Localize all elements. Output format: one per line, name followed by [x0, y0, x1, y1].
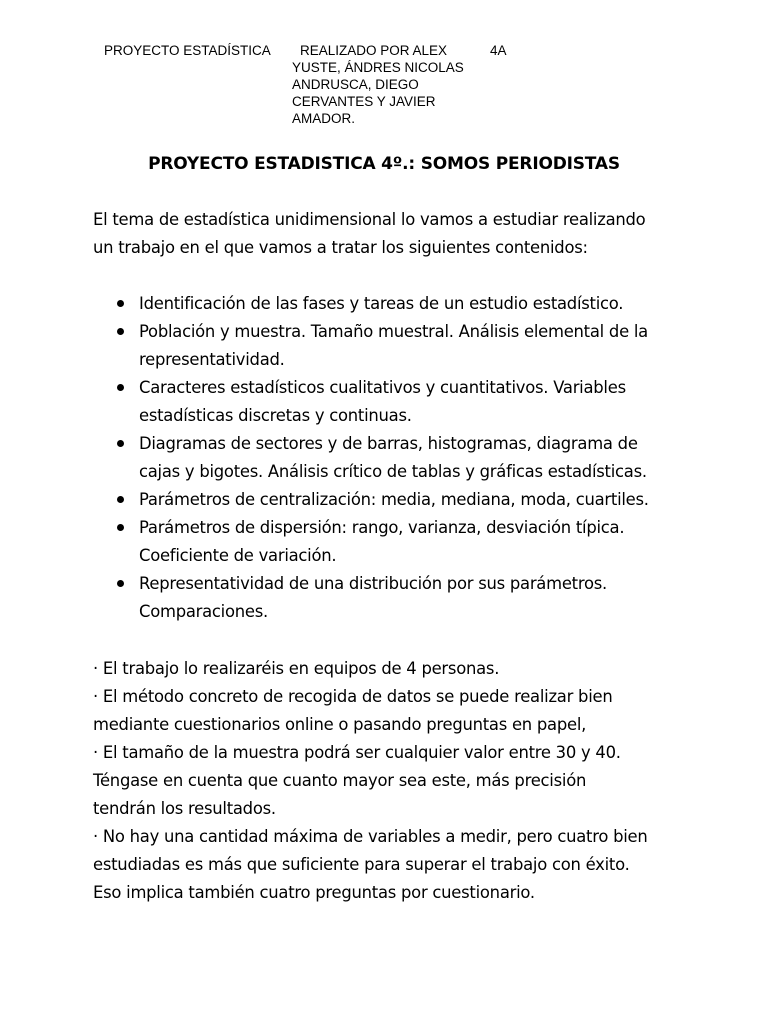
header-authors-line: ANDRUSCA, DIEGO: [292, 77, 419, 92]
list-item-line: Identificación de las fases y tareas de un estudio estadístico.: [139, 294, 624, 313]
list-item: [93, 290, 703, 318]
page-title: PROYECTO ESTADISTICA 4º.: SOMOS PERIODISTAS: [148, 154, 620, 174]
header-group: 4A: [490, 43, 507, 58]
list-item: [93, 486, 703, 514]
list-item-line: Caracteres estadísticos cualitativos y cuantitativos. Variables: [139, 378, 626, 397]
bullet-icon: [117, 580, 124, 587]
list-item-line: estadísticas discretas y continuas.: [139, 406, 412, 425]
bullet-icon: [117, 384, 124, 391]
list-item-line: representatividad.: [139, 350, 285, 369]
list-item: [93, 430, 703, 486]
notes-line: · El tamaño de la muestra podrá ser cualquier valor entre 30 y 40.: [93, 743, 621, 762]
notes-line: estudiadas es más que suficiente para superar el trabajo con éxito.: [93, 855, 630, 874]
header-authors-line: CERVANTES Y JAVIER: [292, 94, 436, 109]
list-item: [93, 374, 703, 430]
list-item: [93, 318, 703, 374]
header-authors-line: YUSTE, ÁNDRES NICOLAS: [292, 60, 464, 75]
list-item-line: cajas y bigotes. Análisis crítico de tablas y gráficas estadísticas.: [139, 462, 647, 481]
notes-line: mediante cuestionarios online o pasando preguntas en papel,: [93, 715, 587, 734]
bullet-icon: [117, 440, 124, 447]
bullet-icon: [117, 300, 124, 307]
notes-line: · No hay una cantidad máxima de variables a medir, pero cuatro bien: [93, 827, 648, 846]
intro-line: un trabajo en el que vamos a tratar los siguientes contenidos:: [93, 238, 588, 257]
list-item-line: Representatividad de una distribución por sus parámetros.: [139, 574, 607, 593]
notes-line: Téngase en cuenta que cuanto mayor sea este, más precisión: [93, 771, 587, 790]
intro-paragraph: [93, 206, 693, 262]
bullet-icon: [117, 496, 124, 503]
notes-line: · El método concreto de recogida de datos se puede realizar bien: [93, 687, 613, 706]
header-project-label: PROYECTO ESTADÍSTICA: [104, 43, 271, 58]
contents-list: [93, 290, 703, 626]
intro-line: El tema de estadística unidimensional lo vamos a estudiar realizando: [93, 210, 646, 229]
header-authors-line: REALIZADO POR ALEX: [300, 43, 448, 58]
list-item-line: Parámetros de dispersión: rango, varianza, desviación típica.: [139, 518, 625, 537]
bullet-icon: [117, 328, 124, 335]
list-item-line: Parámetros de centralización: media, mediana, moda, cuartiles.: [139, 490, 649, 509]
list-item-line: Diagramas de sectores y de barras, histogramas, diagrama de: [139, 434, 638, 453]
notes-paragraph: [93, 655, 693, 907]
list-item-line: Comparaciones.: [139, 602, 268, 621]
list-item-line: Población y muestra. Tamaño muestral. Análisis elemental de la: [139, 322, 648, 341]
header-authors: [292, 42, 482, 127]
notes-line: tendrán los resultados.: [93, 799, 276, 818]
header-authors-line: AMADOR.: [292, 111, 356, 126]
list-item: [93, 514, 703, 570]
bullet-icon: [117, 524, 124, 531]
list-item-line: Coeficiente de variación.: [139, 546, 337, 565]
notes-line: · El trabajo lo realizaréis en equipos de 4 personas.: [93, 659, 500, 678]
list-item: [93, 570, 703, 626]
notes-line: Eso implica también cuatro preguntas por cuestionario.: [93, 883, 535, 902]
